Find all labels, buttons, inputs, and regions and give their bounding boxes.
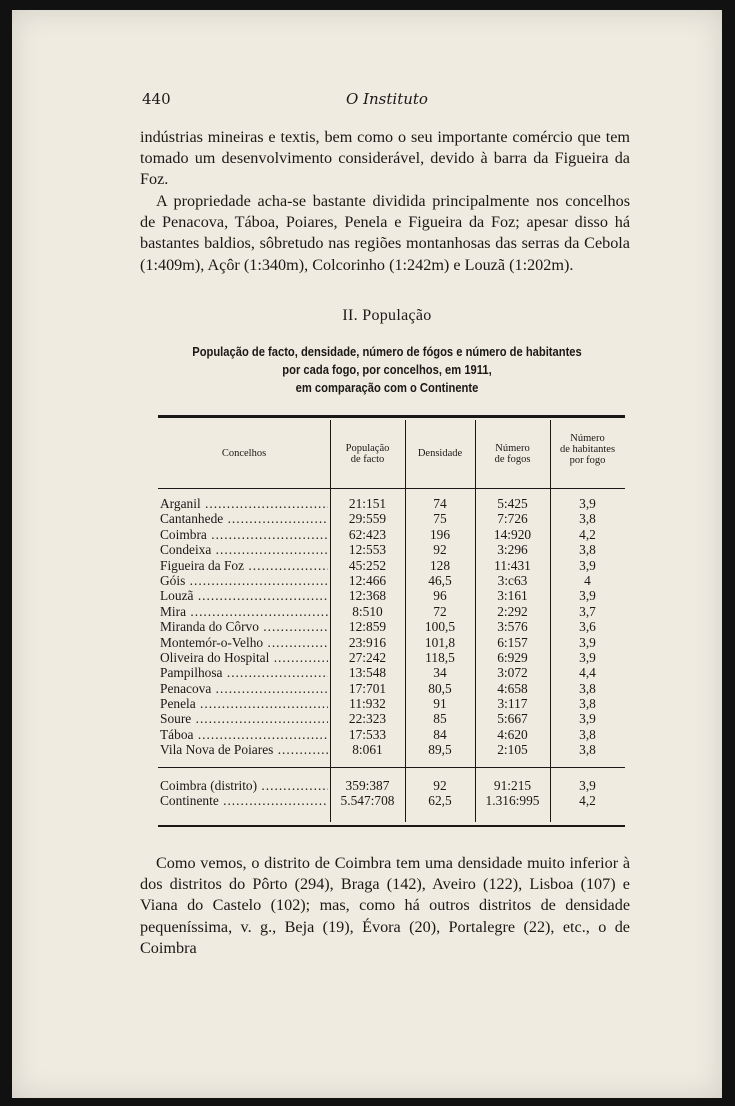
cell-habitantes: 4 <box>584 572 591 588</box>
cell-habitantes: 3,8 <box>579 680 596 696</box>
cell-densidade: 91 <box>433 696 447 712</box>
table-title-line: em comparação com o Continente <box>295 380 479 395</box>
table-row <box>158 665 625 680</box>
page-header <box>142 90 632 112</box>
cell-densidade: 89,5 <box>428 742 452 758</box>
table-row <box>158 793 625 808</box>
cell-fogos: 14:920 <box>493 526 532 542</box>
cell-concelho: Figueira da Foz ..... <box>160 558 328 573</box>
cell-habitantes: 4,4 <box>579 665 596 681</box>
table-row <box>158 527 625 542</box>
table-row <box>158 711 625 726</box>
cell-densidade: 62,5 <box>428 793 452 809</box>
cell-densidade: 46,5 <box>428 572 452 588</box>
cell-populacao: 23:916 <box>348 634 387 650</box>
page-number: 440 <box>142 90 171 108</box>
table-header-rule <box>158 488 625 489</box>
cell-densidade: 80,5 <box>428 680 452 696</box>
cell-fogos: 11:431 <box>494 557 531 573</box>
cell-densidade: 118,5 <box>425 649 455 665</box>
cell-concelho: Oliveira do Hospital ..... <box>160 650 328 665</box>
cell-habitantes: 3,8 <box>579 696 596 712</box>
cell-habitantes: 3,6 <box>579 619 596 635</box>
section-title: II. População <box>342 307 432 324</box>
column-header-habitantes: Número de habitantes por fogo <box>559 433 616 466</box>
table-totals <box>158 778 625 809</box>
cell-concelho: Coimbra ..... <box>160 527 328 542</box>
cell-densidade: 96 <box>433 588 447 604</box>
cell-populacao: 12:859 <box>348 619 387 635</box>
cell-densidade: 74 <box>433 496 447 511</box>
running-title: O Instituto <box>346 90 428 108</box>
table-row <box>158 635 625 650</box>
cell-populacao: 29:559 <box>348 511 387 527</box>
column-header-concelhos: Concelhos <box>221 448 267 459</box>
cell-concelho: Góis ..... <box>160 573 328 588</box>
cell-habitantes: 4,2 <box>579 526 596 542</box>
cell-fogos: 3:576 <box>497 619 528 635</box>
table-row <box>158 778 625 793</box>
table-row <box>158 542 625 557</box>
cell-densidade: 196 <box>429 526 451 542</box>
cell-concelho: Vila Nova de Poiares ..... <box>160 742 328 757</box>
cell-habitantes: 3,9 <box>579 557 596 573</box>
cell-concelho: Soure ..... <box>160 711 328 726</box>
cell-habitantes: 3,9 <box>579 588 596 604</box>
cell-densidade: 85 <box>433 711 447 727</box>
cell-fogos: 6:929 <box>497 649 528 665</box>
cell-concelho: Penela ..... <box>160 696 328 711</box>
cell-fogos: 1.316:995 <box>485 793 540 809</box>
paragraph-density <box>140 853 630 959</box>
column-header-fogos: Número de fogos <box>494 443 531 465</box>
column-header-densidade: Densidade <box>417 448 463 459</box>
cell-populacao: 13:548 <box>348 665 387 681</box>
cell-habitantes: 3,9 <box>579 778 596 793</box>
cell-populacao: 11:932 <box>349 696 386 712</box>
cell-populacao: 8:510 <box>352 603 383 619</box>
cell-densidade: 84 <box>433 726 447 742</box>
table-row <box>158 619 625 634</box>
cell-concelho: Coimbra (distrito) ..... <box>160 778 328 793</box>
cell-fogos: 91:215 <box>493 778 532 793</box>
table-row <box>158 742 625 757</box>
table-top-rule <box>158 415 625 418</box>
cell-concelho: Arganil ..... <box>160 496 328 511</box>
cell-habitantes: 3,9 <box>579 634 596 650</box>
table-row <box>158 650 625 665</box>
cell-fogos: 2:105 <box>497 742 528 758</box>
cell-populacao: 8:061 <box>352 742 383 758</box>
paragraph-industries: indústrias mineiras e textis, bem como o seu importante comércio que tem tomado um desenvolvimento considerável, devido à barra da Figueira da Foz. <box>140 128 630 189</box>
paragraph-property <box>140 191 630 276</box>
table-row <box>158 681 625 696</box>
table-row <box>158 588 625 603</box>
cell-concelho: Continente ..... <box>160 793 328 808</box>
cell-habitantes: 4,2 <box>579 793 596 809</box>
cell-concelho: Pampilhosa ..... <box>160 665 328 680</box>
cell-concelho: Condeixa ..... <box>160 542 328 557</box>
cell-densidade: 101,8 <box>424 634 456 650</box>
table-bottom-rule <box>158 825 625 827</box>
cell-densidade: 100,5 <box>424 619 456 635</box>
cell-concelho: Montemór-o-Velho ..... <box>160 635 328 650</box>
cell-habitantes: 3,9 <box>579 649 596 665</box>
paragraph-density-text: Como vemos, o distrito de Coimbra tem uma densidade muito inferior à dos distritos do Pôrto (294), Braga (142), Aveiro (122), Lisboa (107) e Viana do Castelo (102); mas, como há outros distritos de densidade pequeníssima, v. g., Beja (19), Évora (20), Portalegre (22), etc., o de Coimbra <box>140 854 630 957</box>
paragraph-property-text: A propriedade acha-se bastante dividida principalmente nos concelhos de Penacova, Táboa, Poiares, Penela e Figueira da Foz; apesar disso há bastantes baldios, sôbretudo nas regiões montanhosas das serras da Cebola (1:409m), Açôr (1:340m), Colcorinho (1:242m) e Louzã (1:202m). <box>140 192 630 274</box>
cell-densidade: 34 <box>433 665 447 681</box>
cell-fogos: 3:296 <box>497 542 528 558</box>
cell-habitantes: 3,9 <box>579 496 596 511</box>
cell-habitantes: 3,8 <box>579 511 596 527</box>
cell-fogos: 4:620 <box>497 726 528 742</box>
cell-densidade: 128 <box>429 557 451 573</box>
cell-densidade: 92 <box>433 778 447 793</box>
cell-populacao: 45:252 <box>348 557 387 573</box>
cell-habitantes: 3,9 <box>579 711 596 727</box>
cell-fogos: 6:157 <box>497 634 528 650</box>
cell-concelho: Mira ..... <box>160 604 328 619</box>
cell-populacao: 17:533 <box>348 726 387 742</box>
column-header-populacao: População de facto <box>345 443 390 465</box>
cell-populacao: 359:387 <box>345 778 390 793</box>
cell-fogos: 3:c63 <box>497 572 528 588</box>
cell-habitantes: 3,8 <box>579 726 596 742</box>
table-row <box>158 496 625 511</box>
cell-concelho: Miranda do Côrvo ..... <box>160 619 328 634</box>
cell-habitantes: 3,7 <box>579 603 596 619</box>
cell-populacao: 27:242 <box>348 649 387 665</box>
cell-habitantes: 3,8 <box>579 542 596 558</box>
table-row <box>158 511 625 526</box>
cell-fogos: 5:667 <box>497 711 528 727</box>
table-title-line: por cada fogo, por concelhos, em 1911, <box>282 362 492 377</box>
table-row <box>158 573 625 588</box>
cell-fogos: 4:658 <box>497 680 528 696</box>
table-totals-rule <box>158 767 625 768</box>
table-row <box>158 558 625 573</box>
cell-fogos: 2:292 <box>497 603 528 619</box>
cell-populacao: 12:368 <box>348 588 387 604</box>
table-row <box>158 727 625 742</box>
cell-fogos: 3:117 <box>497 696 528 712</box>
cell-fogos: 3:072 <box>497 665 528 681</box>
cell-populacao: 12:553 <box>348 542 387 558</box>
cell-populacao: 12:466 <box>348 572 387 588</box>
cell-densidade: 72 <box>433 603 447 619</box>
cell-densidade: 75 <box>433 511 447 527</box>
cell-populacao: 22:323 <box>348 711 387 727</box>
cell-concelho: Táboa ..... <box>160 727 328 742</box>
table-title <box>176 343 597 397</box>
table-row <box>158 696 625 711</box>
table-title-line: População de facto, densidade, número de fógos e número de habitantes <box>192 344 582 359</box>
cell-populacao: 62:423 <box>348 526 387 542</box>
cell-habitantes: 3,8 <box>579 742 596 758</box>
cell-populacao: 17:701 <box>348 680 387 696</box>
cell-concelho: Penacova ..... <box>160 681 328 696</box>
cell-fogos: 3:161 <box>497 588 528 604</box>
table-body <box>158 496 625 758</box>
cell-fogos: 7:726 <box>497 511 528 527</box>
cell-populacao: 21:151 <box>348 496 387 511</box>
cell-populacao: 5.547:708 <box>340 793 395 809</box>
table-row <box>158 604 625 619</box>
cell-fogos: 5:425 <box>497 496 528 511</box>
cell-densidade: 92 <box>433 542 447 558</box>
cell-concelho: Louzã ..... <box>160 588 328 603</box>
cell-concelho: Cantanhede ..... <box>160 511 328 526</box>
